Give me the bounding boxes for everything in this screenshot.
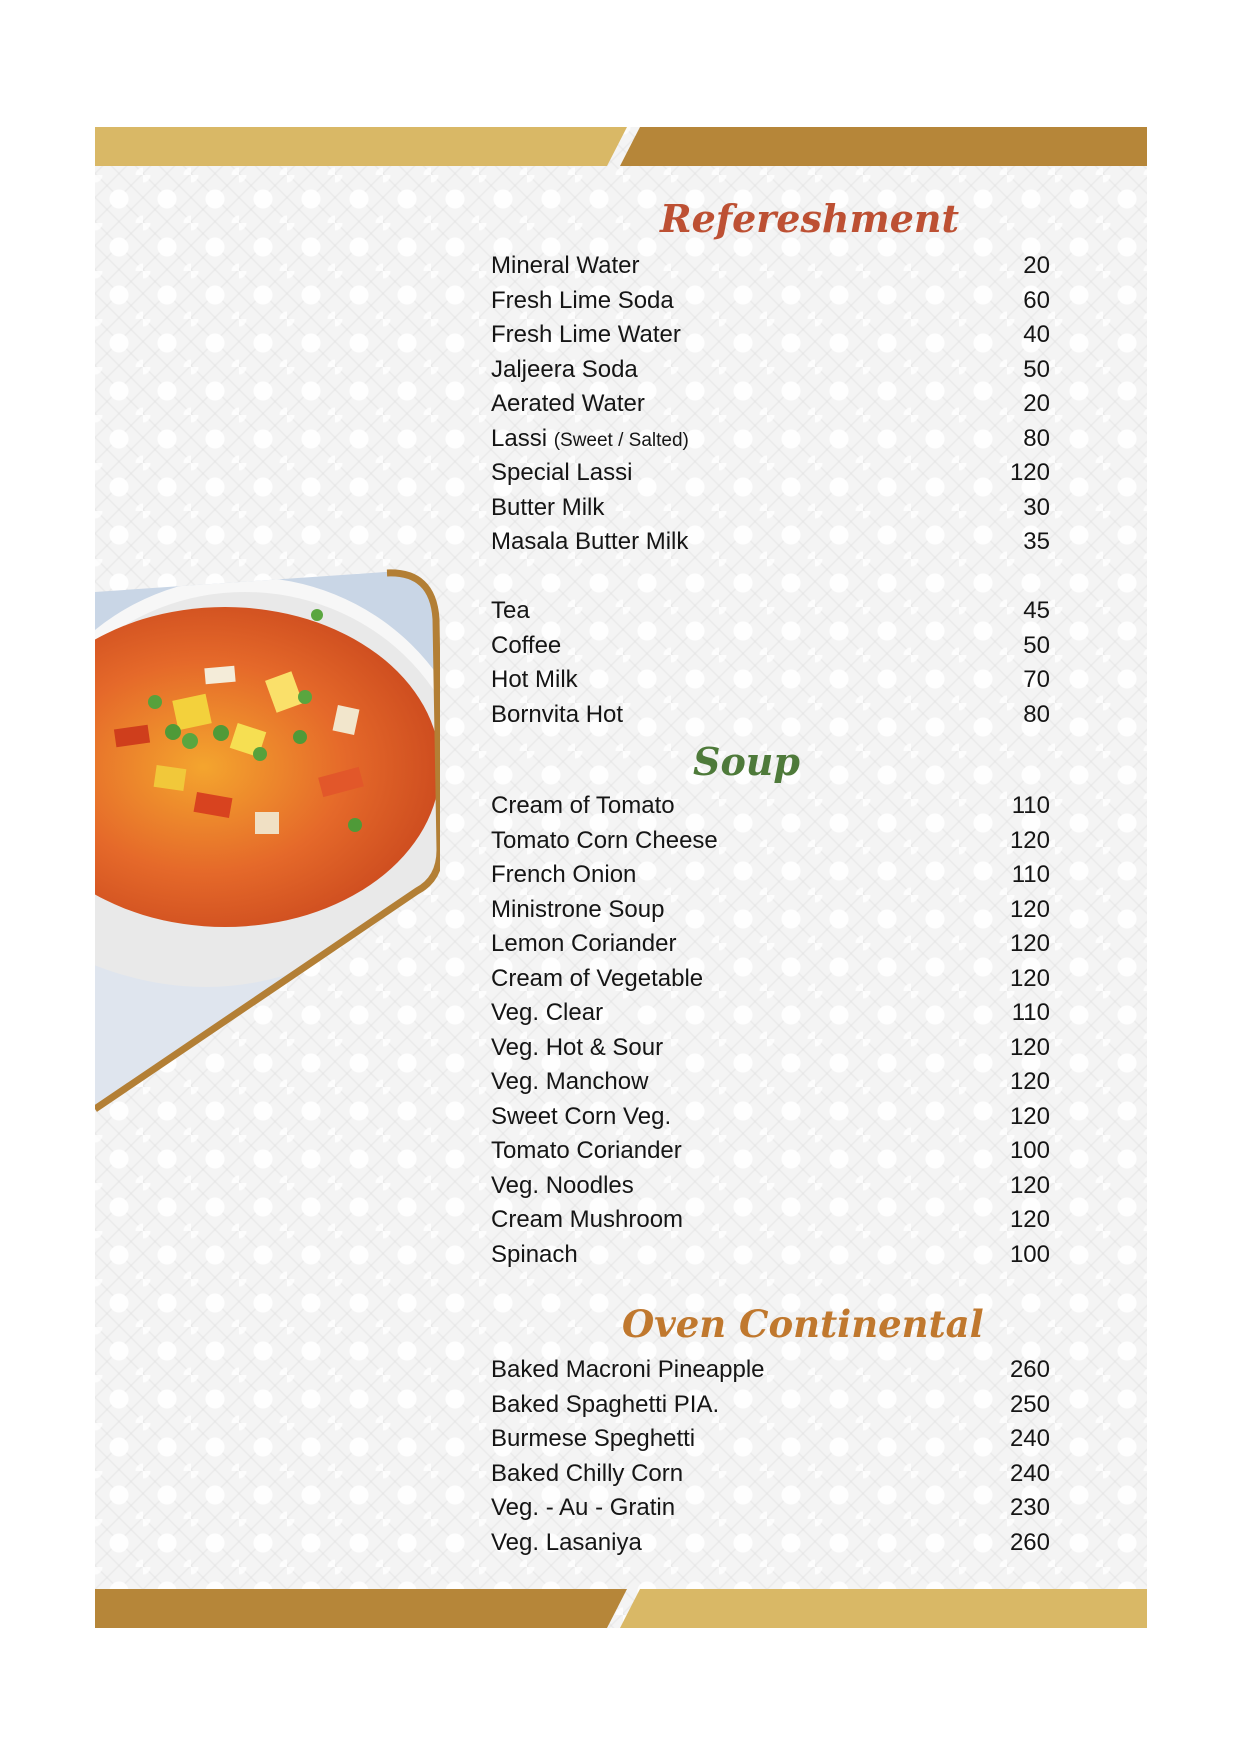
menu-item <box>491 1134 1050 1169</box>
menu-item <box>491 893 1050 928</box>
item-price: 35 <box>1023 528 1050 556</box>
item-price: 260 <box>1009 1356 1050 1384</box>
soup-bowl-image <box>95 567 440 1112</box>
item-price: 120 <box>1009 1171 1050 1199</box>
menu-item <box>491 318 1050 353</box>
item-name: Baked Chilly Corn <box>491 1459 684 1487</box>
item-name: Bornvita Hot <box>491 700 624 728</box>
oven-continental-heading: Oven Continental <box>622 1302 984 1346</box>
item-price: 120 <box>1009 826 1050 854</box>
item-name: Veg. Clear <box>491 999 604 1027</box>
item-name: Aerated Water <box>491 390 645 418</box>
menu-item <box>491 387 1050 422</box>
item-name-with-note <box>491 425 689 453</box>
item-name: French Onion <box>491 861 637 889</box>
item-name: Jaljeera Soda <box>491 355 638 383</box>
item-name: Hot Milk <box>491 666 578 694</box>
item-price: 110 <box>1011 792 1050 820</box>
item-price: 120 <box>1009 1206 1050 1234</box>
menu-item <box>491 1238 1050 1273</box>
menu-item <box>491 1422 1050 1457</box>
item-name: Tomato Coriander <box>491 1137 682 1165</box>
menu-item <box>491 491 1050 526</box>
item-price: 120 <box>1009 1033 1050 1061</box>
menu-item <box>491 858 1050 893</box>
item-price: 100 <box>1009 1137 1050 1165</box>
item-name: Masala Butter Milk <box>491 528 689 556</box>
item-note: (Sweet / Salted) <box>553 429 689 451</box>
menu-item <box>491 456 1050 491</box>
menu-item <box>491 353 1050 388</box>
item-name: Cream Mushroom <box>491 1206 684 1234</box>
item-price: 120 <box>1009 1068 1050 1096</box>
menu-item <box>491 1100 1050 1135</box>
menu-item <box>491 927 1050 962</box>
menu-item <box>491 1457 1050 1492</box>
item-price: 50 <box>1023 355 1050 383</box>
soup-list <box>491 789 1050 1272</box>
item-name: Lassi <box>491 424 548 452</box>
item-price: 50 <box>1023 631 1050 659</box>
menu-item <box>491 663 1050 698</box>
item-price: 120 <box>1009 1102 1050 1130</box>
item-name: Butter Milk <box>491 493 605 521</box>
item-price: 120 <box>1009 930 1050 958</box>
item-name: Coffee <box>491 631 562 659</box>
item-price: 120 <box>1009 964 1050 992</box>
refreshment-list <box>491 249 1050 560</box>
menu-item <box>491 1526 1050 1561</box>
item-price: 110 <box>1011 861 1050 889</box>
menu-item <box>491 1491 1050 1526</box>
item-price: 240 <box>1009 1425 1050 1453</box>
item-name: Sweet Corn Veg. <box>491 1102 672 1130</box>
menu-item <box>491 629 1050 664</box>
item-name: Veg. Manchow <box>491 1068 649 1096</box>
item-name: Spinach <box>491 1240 578 1268</box>
menu-item <box>491 525 1050 560</box>
top-decorative-band <box>95 127 1147 166</box>
item-price: 20 <box>1023 252 1050 280</box>
item-price: 100 <box>1009 1240 1050 1268</box>
menu-item <box>491 422 1050 457</box>
menu-item <box>491 789 1050 824</box>
item-name: Veg. - Au - Gratin <box>491 1494 676 1522</box>
item-name: Veg. Lasaniya <box>491 1528 642 1556</box>
item-name: Baked Spaghetti PIA. <box>491 1390 720 1418</box>
item-name: Fresh Lime Soda <box>491 286 674 314</box>
menu-item <box>491 824 1050 859</box>
item-price: 120 <box>1009 459 1050 487</box>
item-name: Mineral Water <box>491 252 640 280</box>
menu-item <box>491 1353 1050 1388</box>
menu-item <box>491 249 1050 284</box>
item-price: 240 <box>1009 1459 1050 1487</box>
soup-heading: Soup <box>693 739 800 784</box>
item-price: 260 <box>1009 1528 1050 1556</box>
item-price: 30 <box>1023 493 1050 521</box>
item-name: Burmese Speghetti <box>491 1425 696 1453</box>
item-price: 230 <box>1009 1494 1050 1522</box>
item-name: Veg. Noodles <box>491 1171 634 1199</box>
item-name: Tea <box>491 597 530 625</box>
menu-item <box>491 996 1050 1031</box>
item-name: Cream of Tomato <box>491 792 675 820</box>
item-price: 250 <box>1009 1390 1050 1418</box>
menu-item <box>491 1169 1050 1204</box>
item-name: Veg. Hot & Sour <box>491 1033 664 1061</box>
hot-beverages-list <box>491 594 1050 732</box>
bottom-decorative-band <box>95 1589 1147 1628</box>
item-name: Tomato Corn Cheese <box>491 826 718 854</box>
item-name: Fresh Lime Water <box>491 321 681 349</box>
item-price: 70 <box>1023 666 1050 694</box>
item-price: 110 <box>1011 999 1050 1027</box>
item-name: Cream of Vegetable <box>491 964 704 992</box>
item-price: 120 <box>1009 895 1050 923</box>
item-price: 40 <box>1023 321 1050 349</box>
menu-item <box>491 1203 1050 1238</box>
refreshment-heading: Refereshment <box>660 196 960 241</box>
menu-item <box>491 284 1050 319</box>
item-name: Lemon Coriander <box>491 930 677 958</box>
menu-item <box>491 1031 1050 1066</box>
menu-item <box>491 594 1050 629</box>
item-name: Ministrone Soup <box>491 895 665 923</box>
item-price: 80 <box>1023 700 1050 728</box>
menu-item <box>491 962 1050 997</box>
menu-item <box>491 698 1050 733</box>
item-name: Baked Macroni Pineapple <box>491 1356 765 1384</box>
item-price: 60 <box>1023 286 1050 314</box>
item-price: 45 <box>1023 597 1050 625</box>
item-name: Special Lassi <box>491 459 633 487</box>
item-price: 80 <box>1023 424 1050 452</box>
item-price: 20 <box>1023 390 1050 418</box>
oven-continental-list <box>491 1353 1050 1560</box>
menu-item <box>491 1065 1050 1100</box>
menu-item <box>491 1388 1050 1423</box>
